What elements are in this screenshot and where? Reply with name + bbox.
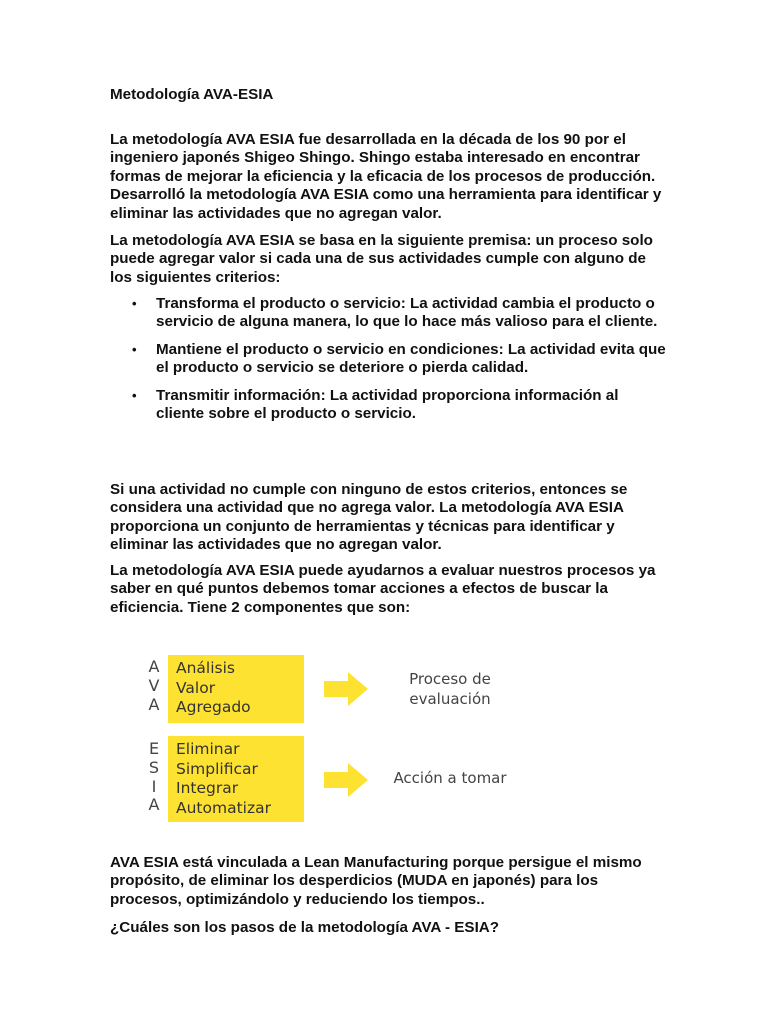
right-arrow-icon	[324, 763, 368, 797]
ava-yellow-box	[168, 655, 304, 723]
acronym-letter: A	[148, 657, 160, 676]
list-item-text: Mantiene el producto o servicio en condiciones: La actividad evita que el producto o servicio se deteriore o pierda calidad.	[156, 340, 666, 377]
ava-letters	[144, 658, 164, 714]
paragraph-lean: AVA ESIA está vinculada a Lean Manufacturing porque persigue el mismo propósito, de eliminar los desperdicios (MUDA en japonés) para los procesos, optimizándolo y reduciendo los tiempos..	[110, 854, 642, 908]
ava-result-line: Proceso de	[409, 670, 491, 688]
esia-yellow-box	[168, 736, 304, 822]
acronym-letter: V	[148, 675, 160, 695]
list-item	[110, 341, 670, 378]
ava-word: Análisis	[176, 659, 235, 677]
ava-word: Agregado	[176, 698, 251, 716]
list-item-text: Transmitir información: La actividad proporciona información al cliente sobre el producto o servicio.	[156, 386, 619, 423]
list-item-text: Transforma el producto o servicio: La actividad cambia el producto o servicio de alguna manera, lo que lo hace más valioso para el cliente.	[156, 295, 658, 331]
esia-result: Acción a tomar	[393, 769, 507, 787]
criteria-list	[110, 295, 670, 432]
ava-word: Valor	[176, 678, 216, 697]
paragraph-premise: La metodología AVA ESIA se basa en la siguiente premisa: un proceso solo puede agregar valor si cada una de sus actividades cumple con alguno de los siguientes criterios:	[110, 232, 653, 286]
document-title: Metodología AVA-ESIA	[110, 86, 274, 103]
bullet-icon: •	[132, 296, 137, 311]
bullet-icon: •	[132, 387, 137, 403]
question-heading: ¿Cuáles son los pasos de la metodología AVA - ESIA?	[110, 919, 500, 936]
acronym-letter: A	[148, 694, 160, 714]
ava-esia-diagram	[140, 650, 540, 825]
acronym-letter: A	[148, 795, 160, 815]
paragraph-history: La metodología AVA ESIA fue desarrollada en la década de los 90 por el ingeniero japonés Shigeo Shingo. Shingo estaba interesado en encontrar formas de mejorar la eficiencia y la eficacia de los procesos de producción. Desarrolló la metodología AVA ESIA como una herramienta para identificar y eliminar las actividades que no agregan valor.	[110, 131, 662, 222]
acronym-letter: E	[148, 739, 160, 758]
esia-word: Simplificar	[176, 759, 258, 778]
list-item	[110, 387, 670, 424]
acronym-letter: I	[151, 776, 157, 796]
right-arrow-icon	[324, 672, 368, 706]
esia-word: Integrar	[176, 779, 239, 797]
ava-result	[380, 670, 520, 709]
paragraph-components: La metodología AVA ESIA puede ayudarnos a evaluar nuestros procesos ya saber en qué puntos debemos tomar acciones a efectos de buscar la eficiencia. Tiene 2 componentes que son:	[110, 562, 656, 616]
acronym-letter: S	[148, 757, 160, 777]
esia-word: Eliminar	[176, 740, 240, 758]
paragraph-non-value: Si una actividad no cumple con ninguno de estos criterios, entonces se considera una actividad que no agrega valor. La metodología AVA ESIA proporciona un conjunto de herramientas y técnicas para identificar y eliminar las actividades que no agregan valor.	[110, 481, 628, 554]
esia-letters	[144, 740, 164, 815]
esia-word: Automatizar	[176, 798, 271, 817]
bullet-icon: •	[132, 341, 137, 357]
list-item	[110, 295, 670, 332]
ava-result-line: evaluación	[409, 689, 491, 708]
